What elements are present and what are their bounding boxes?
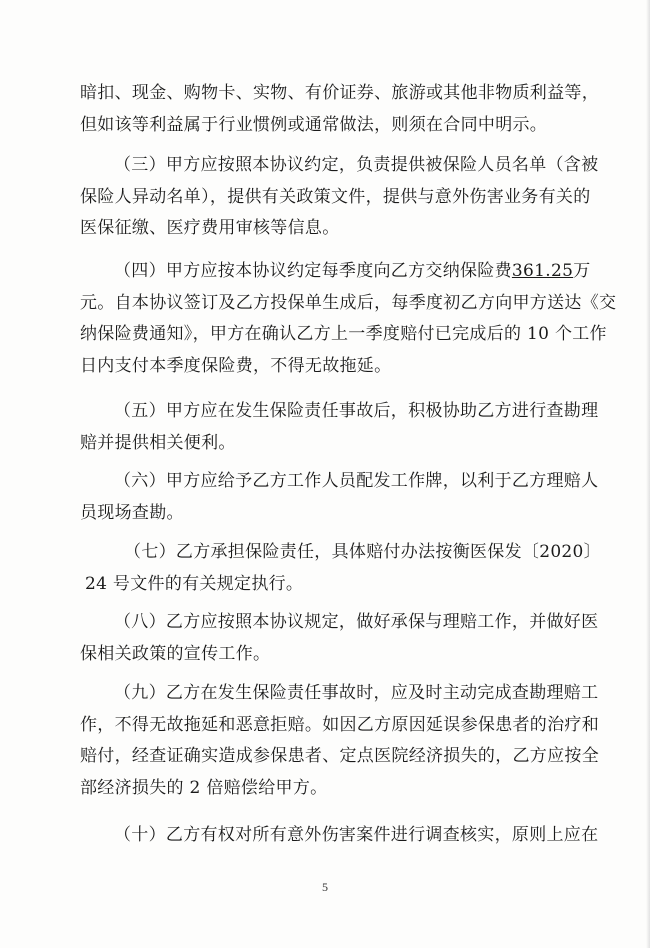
text-line: 纳保险费通知》，甲方在确认乙方上一季度赔付已完成后的 10 个工作 bbox=[80, 324, 607, 344]
text-line: 暗扣、现金、购物卡、实物、有价证券、旅游或其他非物质利益等， bbox=[80, 83, 599, 103]
scan-edge-shadow bbox=[646, 0, 650, 948]
clause-4-suffix: 万 bbox=[573, 261, 591, 281]
paragraph-clause-9 bbox=[80, 678, 599, 804]
paragraph-clause-4 bbox=[80, 256, 617, 382]
text-line: （九）乙方在发生保险责任事故时，应及时主动完成查勘理赔工 bbox=[114, 683, 599, 703]
page-number: 5 bbox=[322, 880, 328, 894]
text-line: 但如该等利益属于行业惯例或通常做法，则须在合同中明示。 bbox=[80, 114, 548, 135]
text-line bbox=[80, 256, 591, 288]
text-line: （三）甲方应按照本协议约定，负责提供被保险人员名单（含被 bbox=[114, 155, 599, 175]
paragraph-clause-7 bbox=[80, 537, 601, 600]
text-line: 保险人异动名单），提供有关政策文件，提供与意外伤害业务有关的 bbox=[80, 186, 591, 207]
text-line: 日内支付本季度保险费，不得无故拖延。 bbox=[80, 355, 392, 376]
text-line: （八）乙方应按照本协议规定，做好承保与理赔工作，并做好医 bbox=[114, 612, 599, 632]
paragraph-clause-5 bbox=[80, 396, 599, 459]
premium-amount: 361.25 bbox=[511, 261, 574, 281]
text-line: （五）甲方应在发生保险责任事故后，积极协助乙方进行查勘理 bbox=[114, 401, 599, 421]
text-line: 赔付，经查证确实造成参保患者、定点医院经济损失的，乙方应按全 bbox=[80, 746, 599, 766]
text-line: 元。自本协议签订及乙方投保单生成后，每季度初乙方向甲方送达《交 bbox=[80, 292, 617, 313]
paragraph-clause-3 bbox=[80, 150, 599, 245]
text-line: （六）甲方应给予乙方工作人员配发工作牌，以利于乙方理赔人 bbox=[114, 471, 599, 491]
paragraph-clause-6 bbox=[80, 466, 599, 529]
text-line: 部经济损失的 2 倍赔偿给甲方。 bbox=[80, 777, 328, 798]
text-line: 保相关政策的宣传工作。 bbox=[80, 643, 271, 664]
text-line: （十）乙方有权对所有意外伤害案件进行调查核实，原则上应在 bbox=[114, 825, 599, 845]
paragraph-clause-10 bbox=[80, 820, 599, 852]
paragraph-benefits-continued bbox=[80, 78, 599, 141]
text-line: （七）乙方承担保险责任，具体赔付办法按衡医保发〔2020〕 bbox=[124, 542, 601, 562]
text-line: 赔并提供相关便利。 bbox=[80, 432, 236, 453]
text-line: 作，不得无故拖延和恶意拒赔。如因乙方原因延误参保患者的治疗和 bbox=[80, 714, 599, 735]
text-line: 员现场查勘。 bbox=[80, 502, 184, 523]
paragraph-clause-8 bbox=[80, 607, 599, 670]
text-line: 24 号文件的有关规定执行。 bbox=[85, 573, 304, 594]
text-line: 医保征缴、医疗费用审核等信息。 bbox=[80, 218, 340, 238]
clause-4-prefix: （四）甲方应按本协议约定每季度向乙方交纳保险费 bbox=[114, 261, 512, 281]
